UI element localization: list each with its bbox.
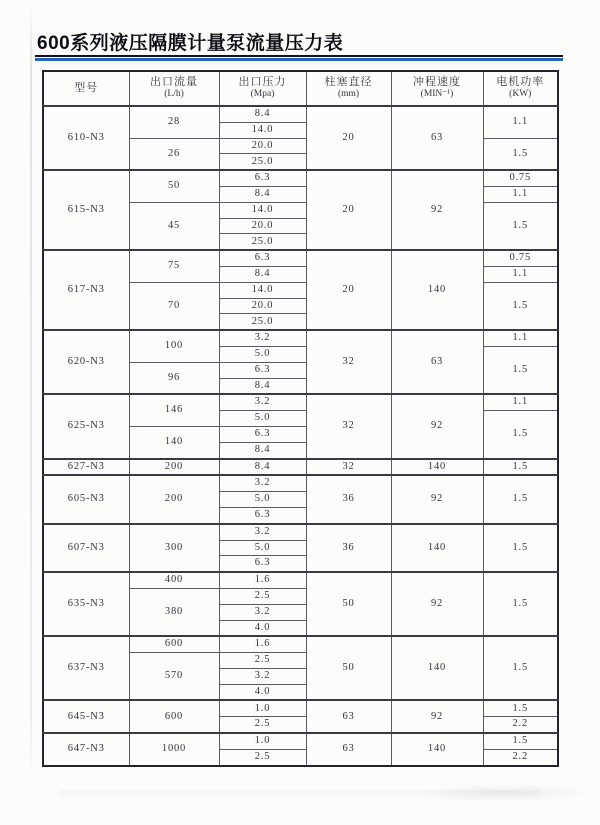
- table-row: [43, 170, 558, 186]
- flow-cell: 100: [129, 330, 219, 362]
- power-cell: 1.5: [483, 138, 558, 170]
- pressure-cell: 5.0: [219, 411, 306, 427]
- table-row: [43, 459, 558, 476]
- power-cell: 1.5: [483, 282, 558, 330]
- scan-band-artifact: [60, 790, 540, 800]
- power-cell: 1.5: [483, 700, 558, 716]
- model-cell: 635-N3: [43, 572, 129, 636]
- pressure-cell: 2.5: [219, 749, 306, 765]
- flow-cell: 400: [129, 572, 219, 588]
- column-header-model: [43, 71, 129, 106]
- pressure-cell: 25.0: [219, 314, 306, 330]
- pressure-cell: 4.0: [219, 620, 306, 636]
- column-header-unit: (KW): [509, 89, 532, 100]
- diameter-cell: 32: [306, 330, 391, 394]
- model-cell: 605-N3: [43, 475, 129, 523]
- pressure-cell: 14.0: [219, 122, 306, 138]
- flow-cell: 45: [129, 202, 219, 250]
- pressure-cell: 8.4: [219, 459, 306, 476]
- model-cell: 620-N3: [43, 330, 129, 394]
- pressure-cell: 3.2: [219, 394, 306, 410]
- power-cell: 1.5: [483, 411, 558, 459]
- pressure-cell: 3.2: [219, 604, 306, 620]
- table-row: [43, 330, 558, 346]
- pressure-cell: 8.4: [219, 378, 306, 394]
- diameter-cell: 50: [306, 572, 391, 636]
- diameter-cell: 63: [306, 700, 391, 733]
- column-header-speed: [391, 71, 483, 106]
- table-row: [43, 394, 558, 410]
- power-cell: 1.5: [483, 524, 558, 572]
- flow-cell: 300: [129, 524, 219, 572]
- flow-cell: 50: [129, 170, 219, 202]
- model-cell: 617-N3: [43, 250, 129, 330]
- power-cell: 1.1: [483, 394, 558, 410]
- pressure-cell: 25.0: [219, 234, 306, 250]
- table-row: [43, 572, 558, 588]
- speed-cell: 140: [391, 459, 483, 476]
- speed-cell: 140: [391, 250, 483, 330]
- model-cell: 645-N3: [43, 700, 129, 733]
- power-cell: 1.5: [483, 346, 558, 394]
- table-row: [43, 700, 558, 716]
- diameter-cell: 32: [306, 394, 391, 458]
- speed-cell: 63: [391, 106, 483, 170]
- power-cell: 1.1: [483, 106, 558, 138]
- power-cell: 1.1: [483, 266, 558, 282]
- model-cell: 610-N3: [43, 106, 129, 170]
- flow-cell: 380: [129, 588, 219, 636]
- pressure-cell: 6.3: [219, 507, 306, 523]
- diameter-cell: 32: [306, 459, 391, 476]
- power-cell: 1.1: [483, 186, 558, 202]
- column-header-label: 型号: [74, 81, 99, 94]
- pressure-cell: 20.0: [219, 218, 306, 234]
- speed-cell: 92: [391, 170, 483, 250]
- power-cell: 1.5: [483, 459, 558, 476]
- flow-cell: 600: [129, 700, 219, 733]
- column-header-label: 出口流量: [150, 75, 198, 88]
- table-row: [43, 524, 558, 540]
- diameter-cell: 63: [306, 733, 391, 766]
- pressure-cell: 2.5: [219, 653, 306, 669]
- flow-cell: 70: [129, 282, 219, 330]
- power-cell: 1.1: [483, 330, 558, 346]
- column-header-power: [483, 71, 558, 106]
- pressure-cell: 20.0: [219, 298, 306, 314]
- flow-cell: 75: [129, 250, 219, 282]
- pressure-cell: 2.5: [219, 717, 306, 733]
- column-header-unit: (MIN⁻¹): [420, 89, 454, 100]
- column-header-unit: (mm): [337, 89, 360, 100]
- table-row: [43, 250, 558, 266]
- pressure-cell: 14.0: [219, 282, 306, 298]
- column-header-flow: [129, 71, 219, 106]
- pressure-cell: 8.4: [219, 186, 306, 202]
- flow-cell: 200: [129, 475, 219, 523]
- model-cell: 625-N3: [43, 394, 129, 458]
- flow-cell: 200: [129, 459, 219, 476]
- flow-cell: 570: [129, 653, 219, 701]
- pressure-cell: 8.4: [219, 106, 306, 122]
- table-row: [43, 636, 558, 652]
- scan-edge-artifact: [30, 6, 32, 776]
- speed-cell: 92: [391, 700, 483, 733]
- power-cell: 1.5: [483, 475, 558, 523]
- pressure-cell: 6.3: [219, 426, 306, 442]
- speed-cell: 92: [391, 394, 483, 458]
- pressure-cell: 5.0: [219, 540, 306, 556]
- pressure-cell: 20.0: [219, 138, 306, 154]
- pressure-cell: 6.3: [219, 170, 306, 186]
- flow-cell: 146: [129, 394, 219, 426]
- diameter-cell: 36: [306, 475, 391, 523]
- table-row: [43, 475, 558, 491]
- page-title: 600系列液压隔膜计量泵流量压力表: [37, 33, 344, 54]
- power-cell: 2.2: [483, 749, 558, 765]
- model-cell: 637-N3: [43, 636, 129, 700]
- pressure-cell: 4.0: [219, 684, 306, 700]
- flow-cell: 26: [129, 138, 219, 170]
- pressure-cell: 6.3: [219, 362, 306, 378]
- diameter-cell: 36: [306, 524, 391, 572]
- pressure-cell: 3.2: [219, 524, 306, 540]
- flow-cell: 96: [129, 362, 219, 394]
- flow-cell: 140: [129, 426, 219, 458]
- flow-cell: 28: [129, 106, 219, 138]
- pressure-cell: 1.0: [219, 733, 306, 749]
- column-header-unit: (L/h): [164, 89, 184, 100]
- model-cell: 607-N3: [43, 524, 129, 572]
- model-cell: 627-N3: [43, 459, 129, 476]
- pressure-cell: 5.0: [219, 346, 306, 362]
- pressure-cell: 8.4: [219, 442, 306, 458]
- model-cell: 647-N3: [43, 733, 129, 766]
- pressure-cell: 5.0: [219, 492, 306, 508]
- speed-cell: 140: [391, 524, 483, 572]
- power-cell: 1.5: [483, 733, 558, 749]
- column-header-label: 电机功率: [496, 75, 545, 88]
- pressure-cell: 3.2: [219, 330, 306, 346]
- speed-cell: 140: [391, 733, 483, 766]
- pressure-cell: 8.4: [219, 266, 306, 282]
- column-header-label: 柱塞直径: [324, 75, 373, 88]
- title-underline-rule: [35, 55, 563, 61]
- column-header-label: 冲程速度: [413, 75, 461, 88]
- diameter-cell: 20: [306, 106, 391, 170]
- column-header-pressure: [219, 71, 306, 106]
- pressure-cell: 6.3: [219, 556, 306, 572]
- pressure-cell: 3.2: [219, 475, 306, 491]
- flow-cell: 600: [129, 636, 219, 652]
- power-cell: 1.5: [483, 636, 558, 700]
- table-row: [43, 733, 558, 749]
- pressure-cell: 1.0: [219, 700, 306, 716]
- pump-spec-table: [42, 70, 559, 767]
- power-cell: 1.5: [483, 202, 558, 250]
- column-header-unit: (Mpa): [250, 89, 275, 100]
- column-header-diameter: [306, 71, 391, 106]
- pressure-cell: 6.3: [219, 250, 306, 266]
- diameter-cell: 20: [306, 250, 391, 330]
- model-cell: 615-N3: [43, 170, 129, 250]
- pressure-cell: 1.6: [219, 572, 306, 588]
- pressure-cell: 25.0: [219, 154, 306, 170]
- table-header-row: [43, 71, 558, 106]
- column-header-label: 出口压力: [238, 75, 287, 88]
- speed-cell: 140: [391, 636, 483, 700]
- power-cell: 0.75: [483, 250, 558, 266]
- power-cell: 2.2: [483, 717, 558, 733]
- pressure-cell: 2.5: [219, 588, 306, 604]
- speed-cell: 63: [391, 330, 483, 394]
- flow-cell: 1000: [129, 733, 219, 766]
- pump-table-body: [43, 106, 558, 766]
- pressure-cell: 1.6: [219, 636, 306, 652]
- diameter-cell: 50: [306, 636, 391, 700]
- diameter-cell: 20: [306, 170, 391, 250]
- pressure-cell: 14.0: [219, 202, 306, 218]
- speed-cell: 92: [391, 475, 483, 523]
- table-row: [43, 106, 558, 122]
- power-cell: 0.75: [483, 170, 558, 186]
- pressure-cell: 3.2: [219, 668, 306, 684]
- speed-cell: 92: [391, 572, 483, 636]
- power-cell: 1.5: [483, 572, 558, 636]
